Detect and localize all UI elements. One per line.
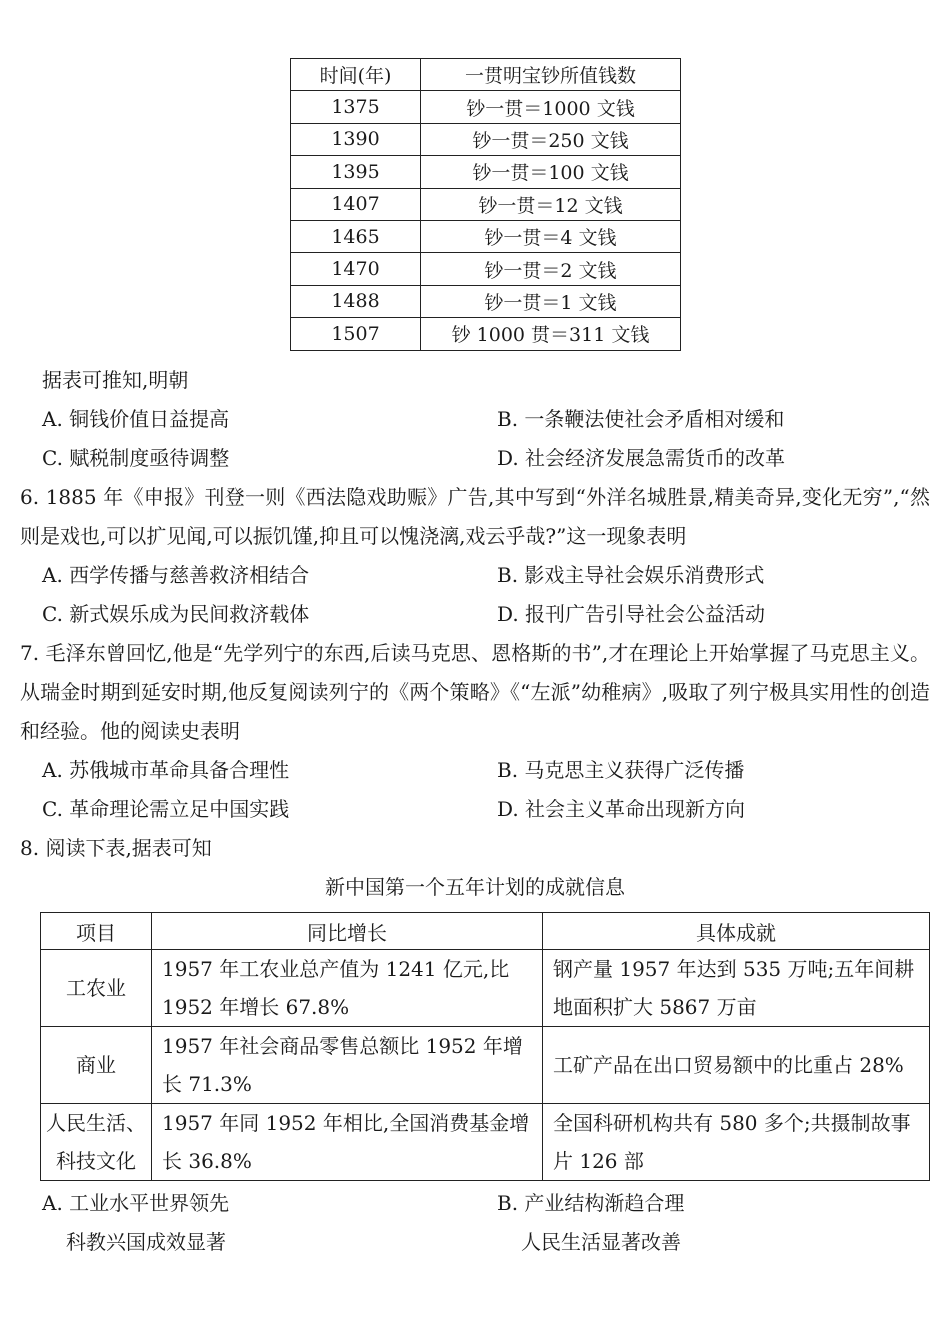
table-header-year: 时间(年) <box>291 59 421 91</box>
year-cell: 1507 <box>291 318 421 350</box>
value-cell: 钞一贯＝2 文钱 <box>421 253 681 285</box>
value-cell: 钞一贯＝250 文钱 <box>421 123 681 155</box>
currency-value-table <box>290 58 681 351</box>
q5-option-d[interactable]: D. 社会经济发展急需货币的改革 <box>497 446 786 470</box>
value-cell: 钞一贯＝100 文钱 <box>421 156 681 188</box>
year-cell: 1488 <box>291 285 421 317</box>
year-cell: 1470 <box>291 253 421 285</box>
table-row <box>41 1027 930 1104</box>
q5-stem: 据表可推知,明朝 <box>42 368 189 392</box>
table-header-achievement: 具体成就 <box>543 913 930 950</box>
year-cell: 1375 <box>291 91 421 123</box>
q6-option-b[interactable]: B. 影戏主导社会娱乐消费形式 <box>497 563 765 587</box>
table-row <box>291 188 681 220</box>
value-cell: 钞一贯＝12 文钱 <box>421 188 681 220</box>
q7-stem: 7. 毛泽东曾回忆,他是“先学列宁的东西,后读马克思、恩格斯的书”,才在理论上开始掌握了马克思主义。从瑞金时期到延安时期,他反复阅读列宁的《两个策略》《“左派”幼稚病》,吸取了列宁极具实用性的创造和经验。他的阅读史表明 <box>20 641 930 743</box>
item-label: 工农业 <box>66 976 126 1000</box>
item-cell <box>41 1104 152 1181</box>
table-header-row <box>291 59 681 91</box>
q5-option-a[interactable]: A. 铜钱价值日益提高 <box>42 407 230 431</box>
table-header-item: 项目 <box>41 913 152 950</box>
value-cell: 钞 1000 贯＝311 文钱 <box>421 318 681 350</box>
q7-option-c[interactable]: C. 革命理论需立足中国实践 <box>42 797 290 821</box>
value-cell: 钞一贯＝1 文钱 <box>421 285 681 317</box>
item-label: 商业 <box>76 1053 116 1077</box>
five-year-plan-table <box>40 912 930 1181</box>
table-row <box>291 318 681 350</box>
achievement-cell: 全国科研机构共有 580 多个;共摄制故事片 126 部 <box>543 1104 930 1181</box>
table-row <box>41 1104 930 1181</box>
q8-option-a-line2: 科教兴国成效显著 <box>66 1230 226 1254</box>
year-cell: 1465 <box>291 220 421 252</box>
achievement-cell: 钢产量 1957 年达到 535 万吨;五年间耕地面积扩大 5867 万亩 <box>543 950 930 1027</box>
table-header-row <box>41 913 930 950</box>
value-cell: 钞一贯＝1000 文钱 <box>421 91 681 123</box>
achievement-cell: 工矿产品在出口贸易额中的比重占 28% <box>543 1027 930 1104</box>
year-cell: 1390 <box>291 123 421 155</box>
q8-option-a[interactable]: A. 工业水平世界领先 <box>42 1191 230 1215</box>
item-label: 人民生活、 <box>46 1111 146 1135</box>
table-row <box>291 253 681 285</box>
year-cell: 1395 <box>291 156 421 188</box>
table-row <box>291 156 681 188</box>
q7-option-b[interactable]: B. 马克思主义获得广泛传播 <box>497 758 745 782</box>
q5-option-c[interactable]: C. 赋税制度亟待调整 <box>42 446 230 470</box>
table-row <box>291 91 681 123</box>
q7-option-a[interactable]: A. 苏俄城市革命具备合理性 <box>42 758 290 782</box>
growth-cell: 1957 年工农业总产值为 1241 亿元,比 1952 年增长 67.8% <box>152 950 543 1027</box>
q7-option-d[interactable]: D. 社会主义革命出现新方向 <box>497 797 746 821</box>
table-row <box>291 220 681 252</box>
q5-option-b[interactable]: B. 一条鞭法使社会矛盾相对缓和 <box>497 407 785 431</box>
item-label: 科技文化 <box>56 1149 136 1173</box>
table-row <box>41 950 930 1027</box>
growth-cell: 1957 年社会商品零售总额比 1952 年增长 71.3% <box>152 1027 543 1104</box>
table-row <box>291 285 681 317</box>
item-cell <box>41 1027 152 1104</box>
q8-option-b-line2: 人民生活显著改善 <box>521 1230 681 1254</box>
value-cell: 钞一贯＝4 文钱 <box>421 220 681 252</box>
q8-stem: 8. 阅读下表,据表可知 <box>20 836 212 860</box>
q6-stem: 6. 1885 年《申报》刊登一则《西法隐戏助赈》广告,其中写到“外洋名城胜景,精美奇异,变化无穷”,“然则是戏也,可以扩见闻,可以振饥馑,抑且可以愧浇漓,戏云乎哉?”这一现象表明 <box>20 485 930 548</box>
q8-table-title: 新中国第一个五年计划的成就信息 <box>325 875 625 899</box>
q8-option-b[interactable]: B. 产业结构渐趋合理 <box>497 1191 685 1215</box>
table-row <box>291 123 681 155</box>
table-header-value: 一贯明宝钞所值钱数 <box>421 59 681 91</box>
year-cell: 1407 <box>291 188 421 220</box>
item-cell <box>41 950 152 1027</box>
q6-option-d[interactable]: D. 报刊广告引导社会公益活动 <box>497 602 766 626</box>
growth-cell: 1957 年同 1952 年相比,全国消费基金增长 36.8% <box>152 1104 543 1181</box>
q6-option-a[interactable]: A. 西学传播与慈善救济相结合 <box>42 563 310 587</box>
table-header-growth: 同比增长 <box>152 913 543 950</box>
q6-option-c[interactable]: C. 新式娱乐成为民间救济载体 <box>42 602 310 626</box>
